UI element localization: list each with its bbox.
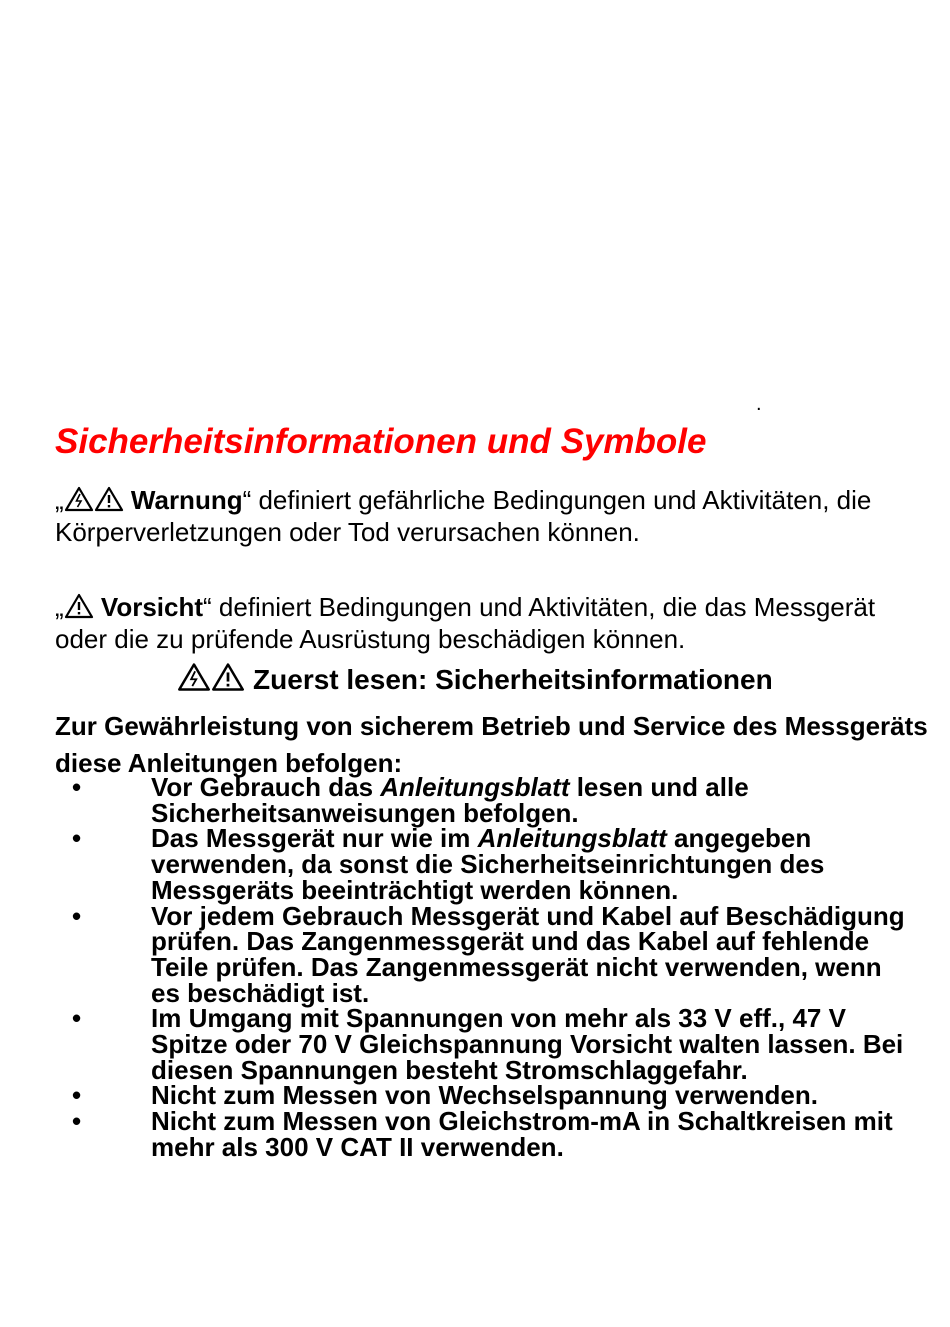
list-item: • Im Umgang mit Spannungen von mehr als 33 V eff., 47 V Spitze oder 70 V Gleichspannung Vorsicht walten lassen. Bei diesen Spannungen besteht Stromschlaggefahr. — [72, 1003, 904, 1085]
caution-paragraph — [55, 591, 925, 655]
bullet: • — [72, 1080, 82, 1111]
bullet: • — [72, 1106, 82, 1137]
warning-keyword: Warnung — [130, 485, 243, 515]
section-heading-text: Zuerst lesen: Sicherheitsinformationen — [253, 664, 773, 695]
section-heading — [0, 662, 950, 696]
stray-dot: . — [756, 393, 762, 415]
caution-keyword: Vorsicht — [100, 592, 204, 622]
list-item: • Vor jedem Gebrauch Messgerät und Kabel auf Beschädigung prüfen. Das Zangenmessgerät und das Kabel auf fehlende Teile prüfen. Das Zangenmessgerät nicht verwenden, wenn es beschädigt ist. — [72, 900, 905, 1008]
warning-paragraph — [55, 484, 925, 548]
electric-shock-warning-icon — [177, 662, 211, 692]
caution-triangle-icon — [94, 486, 124, 512]
warning-definition: “ definiert gefährliche Bedingungen und Aktivitäten, die Körperverletzungen oder Tod verursachen können. — [55, 485, 872, 547]
page-title: Sicherheitsinformationen und Symbole — [55, 422, 707, 461]
safety-rules-list — [0, 772, 911, 1162]
bullet: • — [72, 772, 82, 802]
list-item: • Nicht zum Messen von Gleichstrom-mA in Schaltkreisen mit mehr als 300 V CAT II verwenden. — [72, 1106, 893, 1162]
caution-definition: “ definiert Bedingungen und Aktivitäten, die das Messgerät oder die zu prüfende Ausrüstung beschädigen können. — [55, 592, 876, 654]
bullet: • — [72, 900, 82, 931]
electric-shock-warning-icon — [64, 486, 94, 512]
intro-text: Zur Gewährleistung von sicherem Betrieb und Service des Messgeräts diese Anleitungen befolgen: — [55, 711, 928, 778]
open-quote: „ — [55, 485, 64, 515]
caution-triangle-icon — [64, 593, 94, 619]
bullet: • — [72, 1003, 82, 1034]
list-item: • Das Messgerät nur wie im Anleitungsblatt angegeben verwenden, da sonst die Sicherheitseinrichtungen des Messgeräts beeinträchtigt werden können. — [72, 823, 825, 905]
open-quote: „ — [55, 592, 64, 622]
list-item: • Vor Gebrauch das Anleitungsblatt lesen und alle Sicherheitsanweisungen befolgen. — [72, 772, 749, 828]
bullet: • — [72, 823, 82, 854]
list-item: • Nicht zum Messen von Wechselspannung verwenden. — [72, 1080, 818, 1111]
caution-triangle-icon — [211, 662, 245, 692]
